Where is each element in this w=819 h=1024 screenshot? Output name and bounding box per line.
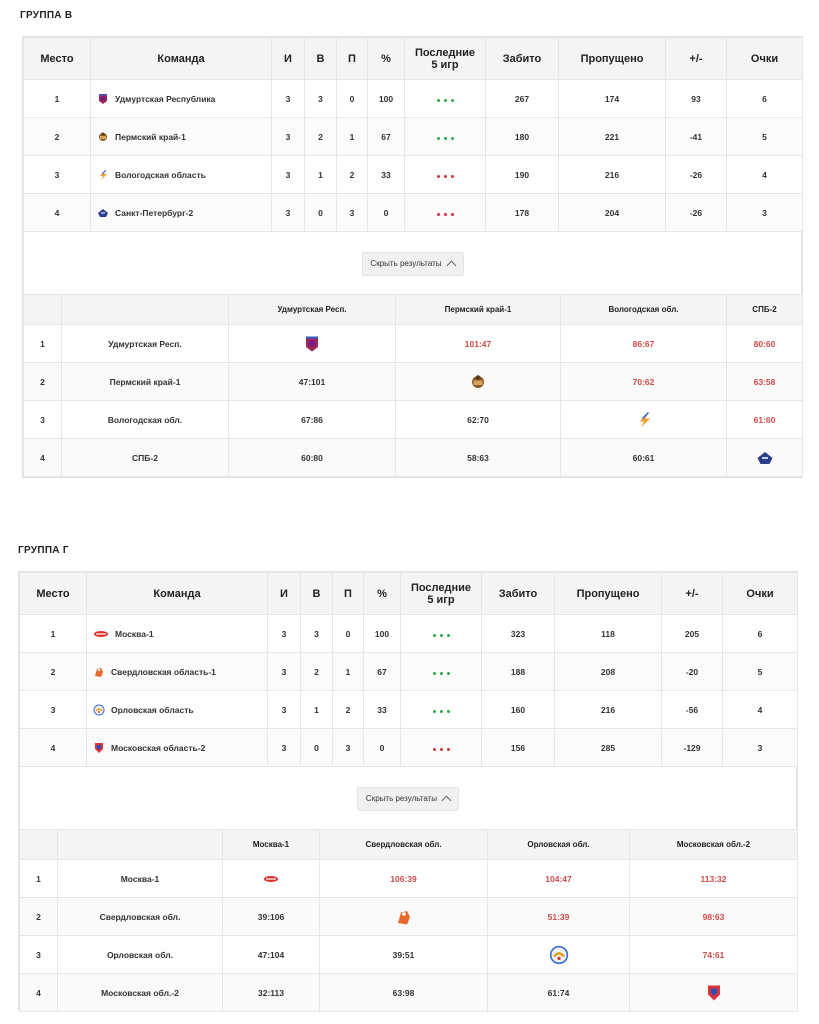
team-name[interactable]: Орловская область	[111, 704, 194, 715]
matrix-col-header: Московская обл.-2	[630, 830, 798, 860]
wins: 1	[301, 691, 333, 729]
matrix-team[interactable]: Москва-1	[58, 860, 223, 898]
scored: 156	[482, 729, 555, 767]
percent: 100	[364, 615, 401, 653]
moscow-logo-icon	[93, 628, 109, 640]
table-row[interactable]	[20, 729, 798, 767]
place: 2	[20, 898, 58, 936]
matrix-col-header: Пермский край-1	[396, 295, 561, 325]
col-points: Очки	[723, 573, 798, 615]
match-score[interactable]: 62:70	[396, 401, 561, 439]
match-score[interactable]: 61:74	[488, 974, 630, 1012]
matrix-row	[20, 936, 798, 974]
loss-dot-icon	[444, 175, 447, 178]
place: 3	[24, 156, 91, 194]
win-dot-icon	[451, 137, 454, 140]
place: 2	[24, 363, 62, 401]
matrix-self	[727, 439, 803, 477]
conceded: 216	[559, 156, 666, 194]
wins: 1	[305, 156, 337, 194]
loss-dot-icon	[444, 213, 447, 216]
match-score[interactable]: 86:67	[561, 325, 727, 363]
match-score[interactable]: 60:61	[561, 439, 727, 477]
conceded: 221	[559, 118, 666, 156]
points: 5	[723, 653, 798, 691]
col-scored: Забито	[482, 573, 555, 615]
udmurtia-logo-icon	[97, 93, 109, 105]
place: 3	[20, 936, 58, 974]
last5	[405, 194, 486, 232]
place: 1	[24, 325, 62, 363]
hide-results-label: Скрыть результаты	[365, 794, 438, 803]
matrix-corner	[24, 295, 62, 325]
games: 3	[268, 729, 301, 767]
orel-logo-icon	[549, 945, 569, 965]
match-score[interactable]: 32:113	[223, 974, 320, 1012]
col-wins: В	[305, 38, 337, 80]
loss-dot-icon	[437, 213, 440, 216]
group-g-container	[18, 571, 798, 1010]
match-score[interactable]: 70:62	[561, 363, 727, 401]
conceded: 285	[555, 729, 662, 767]
match-score[interactable]: 39:51	[320, 936, 488, 974]
chevron-up-icon	[442, 796, 452, 806]
last5	[405, 156, 486, 194]
team-cell[interactable]	[91, 80, 272, 118]
col-last5	[401, 573, 482, 615]
points: 4	[723, 691, 798, 729]
percent: 0	[364, 729, 401, 767]
wins: 0	[301, 729, 333, 767]
matrix-col-header: Орловская обл.	[488, 830, 630, 860]
losses: 0	[337, 80, 368, 118]
place: 4	[24, 194, 91, 232]
col-team: Команда	[87, 573, 268, 615]
place: 1	[24, 80, 91, 118]
matrix-team[interactable]: Орловская обл.	[58, 936, 223, 974]
col-place: Место	[24, 38, 91, 80]
win-dot-icon	[433, 634, 436, 637]
points: 6	[723, 615, 798, 653]
table-row[interactable]	[24, 194, 803, 232]
diff: -56	[662, 691, 723, 729]
col-games: И	[272, 38, 305, 80]
wins: 3	[301, 615, 333, 653]
group-title: ГРУППА В	[20, 10, 73, 21]
col-points: Очки	[727, 38, 803, 80]
matrix-corner	[62, 295, 229, 325]
match-score[interactable]: 61:60	[727, 401, 803, 439]
table-row[interactable]	[20, 615, 798, 653]
win-dot-icon	[444, 137, 447, 140]
match-score[interactable]: 113:32	[630, 860, 798, 898]
table-row[interactable]	[20, 691, 798, 729]
win-dot-icon	[433, 672, 436, 675]
loss-dot-icon	[447, 748, 450, 751]
col-diff: +/-	[666, 38, 727, 80]
team-name[interactable]: Московская область-2	[111, 742, 206, 753]
col-losses: П	[333, 573, 364, 615]
losses: 3	[333, 729, 364, 767]
moscow-region-logo-icon	[705, 983, 723, 1003]
last5	[401, 729, 482, 767]
matrix-corner	[58, 830, 223, 860]
matrix-col-header: Москва-1	[223, 830, 320, 860]
matrix-team[interactable]: Свердловская обл.	[58, 898, 223, 936]
losses: 3	[337, 194, 368, 232]
scored: 190	[486, 156, 559, 194]
standings-table	[23, 37, 803, 232]
team-cell[interactable]	[91, 118, 272, 156]
matrix-self	[320, 898, 488, 936]
loss-dot-icon	[433, 748, 436, 751]
matrix-row	[24, 325, 803, 363]
losses: 0	[333, 615, 364, 653]
moscow-region-logo-icon	[93, 742, 105, 754]
win-dot-icon	[451, 99, 454, 102]
losses: 1	[333, 653, 364, 691]
games: 3	[268, 615, 301, 653]
matrix-row	[20, 898, 798, 936]
percent: 67	[368, 118, 405, 156]
col-team: Команда	[91, 38, 272, 80]
table-row[interactable]	[24, 118, 803, 156]
matrix-corner	[20, 830, 58, 860]
conceded: 204	[559, 194, 666, 232]
matrix-self	[223, 860, 320, 898]
col-last5-line2: 5 игр	[431, 58, 459, 71]
col-games: И	[268, 573, 301, 615]
win-dot-icon	[437, 137, 440, 140]
matrix-team[interactable]: Удмуртская Респ.	[62, 325, 229, 363]
col-place: Место	[20, 573, 87, 615]
col-last5-line1: Последние	[410, 581, 472, 594]
hide-results-button[interactable]	[361, 252, 463, 276]
games: 3	[272, 118, 305, 156]
loss-dot-icon	[451, 175, 454, 178]
place: 4	[24, 439, 62, 477]
team-cell[interactable]	[87, 653, 268, 691]
points: 6	[727, 80, 803, 118]
points: 3	[723, 729, 798, 767]
spb-logo-icon	[756, 448, 774, 468]
team-cell[interactable]	[91, 194, 272, 232]
place: 4	[20, 974, 58, 1012]
toggle-row	[23, 232, 802, 294]
col-last5-line2: 5 игр	[427, 593, 455, 606]
team-name[interactable]: Свердловская область-1	[111, 666, 216, 677]
match-score[interactable]: 106:39	[320, 860, 488, 898]
team-name[interactable]: Санкт-Петербург-2	[115, 207, 194, 218]
place: 3	[20, 691, 87, 729]
match-score[interactable]: 47:101	[229, 363, 396, 401]
group-b-container	[22, 36, 803, 478]
diff: -26	[666, 194, 727, 232]
place: 3	[24, 401, 62, 439]
matrix-team[interactable]: Московская обл.-2	[58, 974, 223, 1012]
scored: 323	[482, 615, 555, 653]
diff: -26	[666, 156, 727, 194]
scored: 178	[486, 194, 559, 232]
percent: 100	[368, 80, 405, 118]
results-matrix	[19, 829, 798, 1012]
scored: 160	[482, 691, 555, 729]
win-dot-icon	[444, 99, 447, 102]
diff: -20	[662, 653, 723, 691]
sverdlovsk-logo-icon	[395, 907, 413, 927]
conceded: 118	[555, 615, 662, 653]
udmurtia-logo-icon	[303, 334, 321, 354]
orel-logo-icon	[93, 704, 105, 716]
losses: 2	[337, 156, 368, 194]
col-losses: П	[337, 38, 368, 80]
percent: 33	[368, 156, 405, 194]
chevron-up-icon	[446, 261, 456, 271]
match-score[interactable]: 47:104	[223, 936, 320, 974]
matrix-team[interactable]: СПБ-2	[62, 439, 229, 477]
team-name[interactable]: Вологодская область	[115, 169, 206, 180]
losses: 1	[337, 118, 368, 156]
group-title: ГРУППА Г	[18, 545, 69, 556]
last5	[401, 615, 482, 653]
spb-logo-icon	[97, 207, 109, 219]
table-row[interactable]	[20, 653, 798, 691]
standings-table	[19, 572, 798, 767]
conceded: 174	[559, 80, 666, 118]
win-dot-icon	[440, 710, 443, 713]
team-name[interactable]: Пермский край-1	[115, 131, 186, 142]
team-name[interactable]: Удмуртская Республика	[115, 93, 216, 104]
matrix-self	[396, 363, 561, 401]
col-diff: +/-	[662, 573, 723, 615]
diff: -129	[662, 729, 723, 767]
match-score[interactable]: 104:47	[488, 860, 630, 898]
loss-dot-icon	[451, 213, 454, 216]
percent: 67	[364, 653, 401, 691]
games: 3	[272, 194, 305, 232]
col-last5-line1: Последние	[414, 46, 476, 59]
hide-results-button[interactable]	[357, 787, 459, 811]
wins: 0	[305, 194, 337, 232]
loss-dot-icon	[440, 748, 443, 751]
matrix-row	[24, 439, 803, 477]
place: 2	[20, 653, 87, 691]
team-cell[interactable]	[87, 691, 268, 729]
team-cell[interactable]	[87, 615, 268, 653]
win-dot-icon	[440, 672, 443, 675]
match-score[interactable]: 74:61	[630, 936, 798, 974]
wins: 2	[305, 118, 337, 156]
match-score[interactable]: 67:86	[229, 401, 396, 439]
points: 4	[727, 156, 803, 194]
conceded: 208	[555, 653, 662, 691]
col-conceded: Пропущено	[555, 573, 662, 615]
last5	[405, 118, 486, 156]
match-score[interactable]: 60:80	[229, 439, 396, 477]
matrix-row	[20, 860, 798, 898]
matrix-self	[488, 936, 630, 974]
diff: 93	[666, 80, 727, 118]
vologda-logo-icon	[635, 410, 653, 430]
matrix-col-header: СПБ-2	[727, 295, 803, 325]
matrix-col-header: Удмуртская Респ.	[229, 295, 396, 325]
points: 5	[727, 118, 803, 156]
team-name[interactable]: Москва-1	[115, 628, 154, 639]
match-score[interactable]: 58:63	[396, 439, 561, 477]
col-percent: %	[368, 38, 405, 80]
match-score[interactable]: 80:60	[727, 325, 803, 363]
win-dot-icon	[447, 634, 450, 637]
match-score[interactable]: 101:47	[396, 325, 561, 363]
results-matrix	[23, 294, 803, 477]
games: 3	[268, 691, 301, 729]
wins: 3	[305, 80, 337, 118]
col-wins: В	[301, 573, 333, 615]
match-score[interactable]: 63:98	[320, 974, 488, 1012]
last5	[401, 691, 482, 729]
perm-logo-icon	[97, 131, 109, 143]
place: 4	[20, 729, 87, 767]
points: 3	[727, 194, 803, 232]
place: 1	[20, 860, 58, 898]
scored: 188	[482, 653, 555, 691]
win-dot-icon	[447, 672, 450, 675]
win-dot-icon	[437, 99, 440, 102]
match-score[interactable]: 98:63	[630, 898, 798, 936]
games: 3	[272, 156, 305, 194]
team-cell[interactable]	[87, 729, 268, 767]
wins: 2	[301, 653, 333, 691]
toggle-row	[19, 767, 797, 829]
table-row[interactable]	[24, 156, 803, 194]
table-row[interactable]	[24, 80, 803, 118]
place: 1	[20, 615, 87, 653]
col-scored: Забито	[486, 38, 559, 80]
win-dot-icon	[440, 634, 443, 637]
last5	[401, 653, 482, 691]
match-score[interactable]: 63:58	[727, 363, 803, 401]
games: 3	[268, 653, 301, 691]
sverdlovsk-logo-icon	[93, 666, 105, 678]
win-dot-icon	[433, 710, 436, 713]
diff: 205	[662, 615, 723, 653]
matrix-col-header: Вологодская обл.	[561, 295, 727, 325]
matrix-row	[24, 363, 803, 401]
vologda-logo-icon	[97, 169, 109, 181]
matrix-self	[229, 325, 396, 363]
losses: 2	[333, 691, 364, 729]
place: 2	[24, 118, 91, 156]
percent: 0	[368, 194, 405, 232]
hide-results-label: Скрыть результаты	[370, 259, 442, 268]
match-score[interactable]: 51:39	[488, 898, 630, 936]
win-dot-icon	[447, 710, 450, 713]
conceded: 216	[555, 691, 662, 729]
scored: 267	[486, 80, 559, 118]
team-cell[interactable]	[91, 156, 272, 194]
matrix-team[interactable]: Пермский край-1	[62, 363, 229, 401]
matrix-row	[24, 401, 803, 439]
col-conceded: Пропущено	[559, 38, 666, 80]
matrix-col-header: Свердловская обл.	[320, 830, 488, 860]
matrix-row	[20, 974, 798, 1012]
matrix-team[interactable]: Вологодская обл.	[62, 401, 229, 439]
games: 3	[272, 80, 305, 118]
matrix-self	[630, 974, 798, 1012]
loss-dot-icon	[437, 175, 440, 178]
col-percent: %	[364, 573, 401, 615]
last5	[405, 80, 486, 118]
scored: 180	[486, 118, 559, 156]
matrix-self	[561, 401, 727, 439]
perm-logo-icon	[469, 372, 487, 392]
percent: 33	[364, 691, 401, 729]
moscow-logo-icon	[260, 873, 282, 885]
diff: -41	[666, 118, 727, 156]
col-last5	[405, 38, 486, 80]
match-score[interactable]: 39:106	[223, 898, 320, 936]
